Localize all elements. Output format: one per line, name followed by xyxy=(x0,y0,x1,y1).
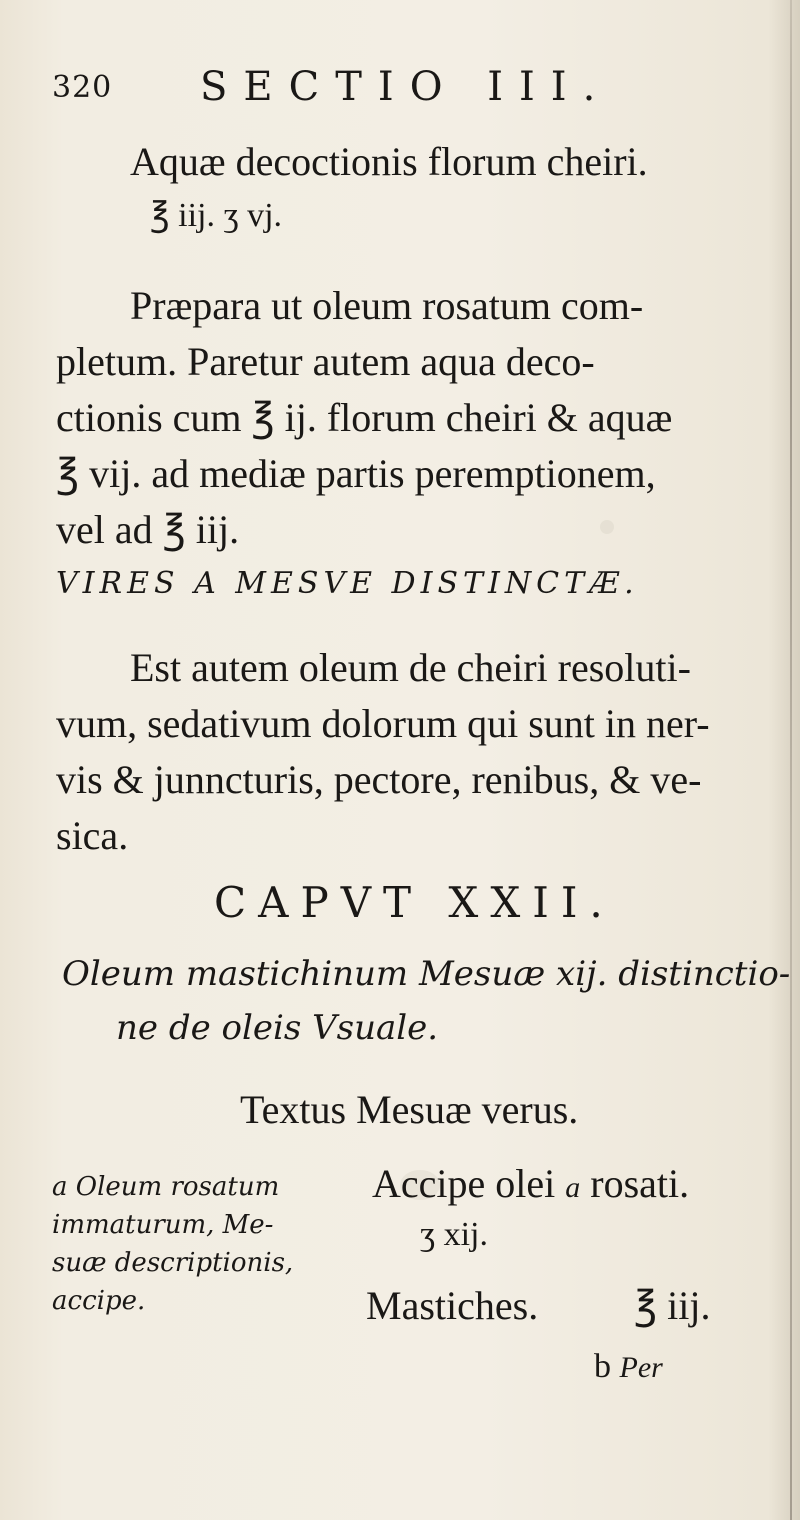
margin-note-line: suæ descriptionis, xyxy=(52,1248,294,1278)
margin-note-line: a Oleum rosatum xyxy=(52,1172,280,1202)
chapter-subtitle: ne de oleis Vsuale. xyxy=(116,1008,439,1048)
page-number: 320 xyxy=(52,70,113,105)
signature-letter: b xyxy=(594,1348,611,1385)
recipe-quantity: ℥ iij. xyxy=(634,1283,711,1328)
catchword: Per xyxy=(619,1351,663,1384)
text-line: ℥ vij. ad mediæ partis peremptionem, xyxy=(56,451,656,496)
text-line: ℥ iij. ʒ vj. xyxy=(150,197,283,234)
margin-note-line: immaturum, Me- xyxy=(52,1210,274,1240)
recipe-text: rosati. xyxy=(590,1161,690,1206)
text-line: vel ad ℥ iij. xyxy=(56,507,240,552)
recipe-text: Accipe olei xyxy=(372,1161,556,1206)
recipe-quantity: ʒ xij. xyxy=(420,1216,488,1253)
page-edge xyxy=(790,0,792,1520)
margin-note-line: accipe. xyxy=(52,1286,146,1316)
ink-spot xyxy=(600,520,614,534)
text-line: sica. xyxy=(56,813,129,858)
text-line: vis & junncturis, pectore, renibus, & ve- xyxy=(56,757,702,802)
note-marker: a xyxy=(565,1171,581,1204)
text-line: vum, sedativum dolorum qui sunt in ner- xyxy=(56,701,710,746)
textus-heading: Textus Mesuæ verus. xyxy=(240,1087,579,1132)
text-line: ctionis cum ℥ ij. florum cheiri & aquæ xyxy=(56,395,673,440)
signature-and-catchword xyxy=(594,1348,663,1386)
running-title: SECTIO III. xyxy=(200,64,612,110)
section-heading: VIRES A MESVE DISTINCTÆ. xyxy=(56,566,639,601)
recipe-ingredient: Mastiches. xyxy=(366,1283,539,1328)
text-line: pletum. Paretur autem aqua deco- xyxy=(56,339,595,384)
recipe-line xyxy=(372,1160,689,1207)
text-line: Aquæ decoctionis florum cheiri. xyxy=(130,139,648,184)
text-line: Est autem oleum de cheiri resoluti- xyxy=(130,645,691,690)
chapter-subtitle: Oleum mastichinum Mesuæ xij. distinctio- xyxy=(62,954,791,994)
chapter-heading: CAPVT XXII. xyxy=(214,878,615,927)
text-line: Præpara ut oleum rosatum com- xyxy=(130,283,644,328)
